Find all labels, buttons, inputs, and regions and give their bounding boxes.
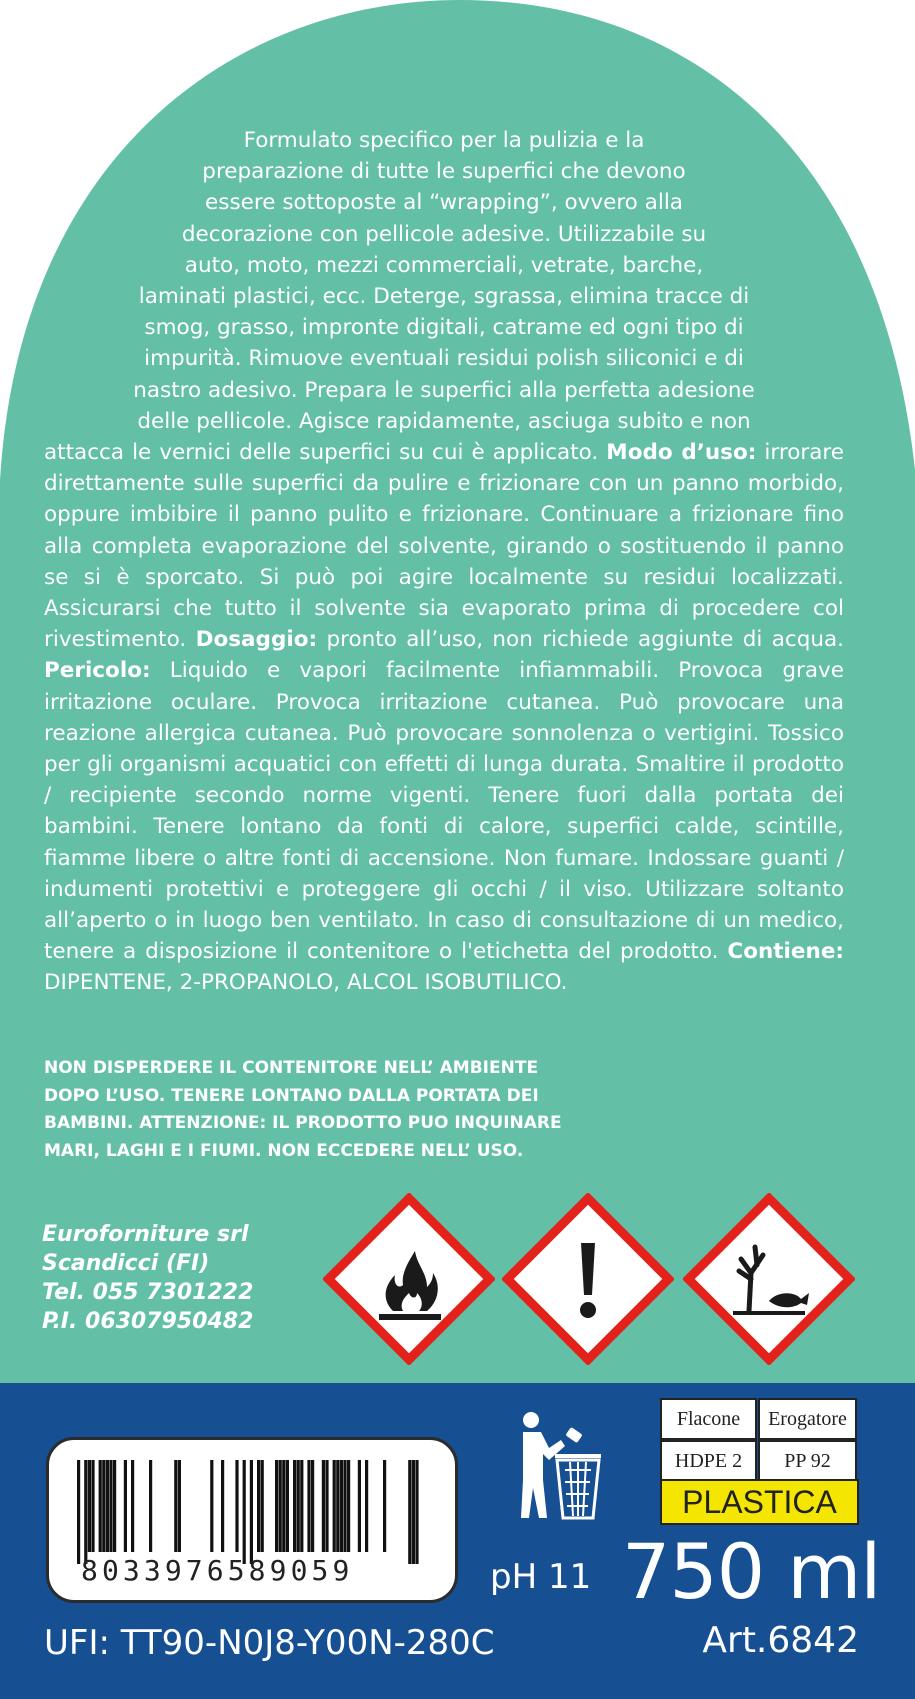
flame-icon [323,1193,495,1365]
barcode-bar [210,1460,213,1552]
dosage-heading: Dosaggio: [195,627,318,653]
barcode-bar [131,1460,134,1552]
article-number: Art.6842 [702,1620,859,1661]
barcode-bar [358,1460,361,1552]
ufi-code: UFI: TT90-N0J8-Y00N-280C [44,1623,495,1663]
barcode-bar [257,1460,260,1552]
barcode-bar [149,1460,152,1552]
intro-last-line: attacca le vernici delle superfici su cui è applicato. [44,440,599,466]
barcode-bar [325,1460,328,1552]
barcode-bar [124,1460,127,1552]
erogatore-material: PP 92 [758,1440,857,1482]
barcode-bar [279,1460,282,1552]
environment-icon [683,1193,855,1365]
danger-text: Liquido e vapori facilmente infiammabili. Provoca grave irritazione oculare. Provoca irritazione cutanea. Può provocare una reazione allergica cutanea. Può provocare sonnolenza o vertigini. Tossico per gli organismi acquatici con effetti di lunga durata. Smaltire il prodotto / recipiente secondo norme vigenti. Tenere fuori dalla portata dei bambini. Tenere lontano da fonti di calore, superfici calde, scintille, fiamme libere o altre fonti di accensione. Non fumare. Indossare guanti / indumenti protettivi e proteggere gli occhi / il viso. Utilizzare soltanto all’aperto o in luogo ben ventilato. In caso di consultazione di un medico, tenere a disposizione il contenitore o l'etichetta del prodotto. [44,658,845,965]
barcode-bar [282,1460,285,1552]
barcode-bar [275,1460,278,1552]
barcode-bar [250,1460,253,1564]
barcode-bar [340,1460,343,1552]
warning-line: BAMBINI. ATTENZIONE: IL PRODOTTO PUO INQUINARE [44,1113,562,1133]
barcode-bar [286,1460,289,1552]
barcode-bar [412,1460,415,1564]
barcode-bar [415,1460,418,1564]
barcode-bar [365,1460,368,1552]
barcode-bar [347,1460,350,1552]
barcode-bar [261,1460,264,1552]
dispose-in-bin-icon [515,1410,605,1520]
barcode-bar [91,1460,94,1552]
contains-text: DIPENTENE, 2-PROPANOLO, ALCOL ISOBUTILICO. [44,970,568,996]
barcode-bar [243,1460,246,1564]
usage-text: irrorare direttamente sulle superfici da pulire e frizionare con un panno morbido, oppure imbibire il panno pulito e frizionare. Continuare a frizionare fino alla completa evaporazione del solvente, girando o sostituendo il panno se si è sporcato. Si può poi agire localmente su residui localizzati. Assicurarsi che tutto il solvente sia evaporato prima di procedere col rivestimento. [44,440,844,653]
barcode-bar [297,1460,300,1552]
barcode-bar [235,1460,238,1552]
company-phone: Tel. 055 7301222 [42,1280,254,1305]
warning-line: MARI, LAGHI E I FIUMI. NON ECCEDERE NELL’ USO. [44,1140,524,1161]
barcode-bar [333,1460,336,1552]
barcode-bar [293,1460,296,1552]
intro-line: decorazione con pellicole adesive. Utilizzabile su [181,221,707,247]
product-description [44,125,844,999]
intro-text [44,125,844,437]
company-vat: P.I. 06307950482 [42,1309,254,1334]
barcode-bar [88,1460,91,1552]
company-name: Euroforniture srl [42,1222,249,1247]
barcode-bar [307,1460,310,1552]
danger-heading: Pericolo: [44,658,151,684]
warning-line: DOPO L’USO. TENERE LONTANO DALLA PORTATA DEI [44,1085,539,1106]
intro-line: preparazione di tutte le superfici che devono [202,159,686,185]
intro-line: delle pellicole. Agisce rapidamente, asciuga subito e non [137,408,751,434]
barcode-bar [311,1460,314,1552]
environment-warning [44,1055,634,1165]
barcode-bar [300,1460,303,1552]
plastica-label: PLASTICA [660,1479,859,1525]
barcode-bar [178,1460,181,1552]
barcode-bar [221,1460,224,1552]
barcode-bar [408,1460,411,1564]
dosage-text: pronto all’uso, non richiede aggiunte di acqua. [326,627,845,653]
volume: 750 ml [622,1527,881,1616]
barcode-bar [77,1460,80,1564]
barcode-bar [322,1460,325,1552]
intro-line: nastro adesivo. Prepara le superfici alla perfetta adesione [133,377,755,403]
barcode-bar [84,1460,87,1564]
intro-line: impurità. Rimuove eventuali residui polish siliconici e di [144,346,744,372]
company-city: Scandicci (FI) [42,1251,210,1276]
intro-line: essere sottoposte al “wrapping”, ovvero alla [205,190,683,216]
barcode-number: 8033976589059 [81,1554,354,1587]
barcode-bar [343,1460,346,1552]
barcode-bars [71,1460,431,1564]
intro-line: auto, moto, mezzi commerciali, vetrate, barche, [184,252,704,278]
flacone-header: Flacone [660,1398,757,1440]
ph-value: pH 11 [490,1557,592,1597]
barcode-bar [99,1460,102,1552]
barcode-bar [109,1460,112,1552]
barcode-bar [174,1460,177,1552]
intro-line: smog, grasso, impronte digitali, catrame ed ogni tipo di [144,315,744,341]
erogatore-header: Erogatore [758,1398,857,1440]
barcode-bar [102,1460,105,1552]
barcode-bar [383,1460,386,1552]
usage-heading: Modo d’uso: [606,440,757,466]
barcode [46,1437,458,1603]
barcode-bar [113,1460,116,1552]
contains-heading: Contiene: [727,939,844,965]
intro-line: Formulato specifico per la pulizia e la [243,128,645,153]
barcode-bar [336,1460,339,1552]
flacone-material: HDPE 2 [660,1440,757,1482]
warning-line: NON DISPERDERE IL CONTENITORE NELL’ AMBIENTE [44,1058,539,1078]
intro-line: laminati plastici, ecc. Deterge, sgrassa, elimina tracce di [138,284,750,310]
company-info [42,1220,302,1336]
exclamation-icon [502,1193,674,1365]
barcode-bar [106,1460,109,1552]
